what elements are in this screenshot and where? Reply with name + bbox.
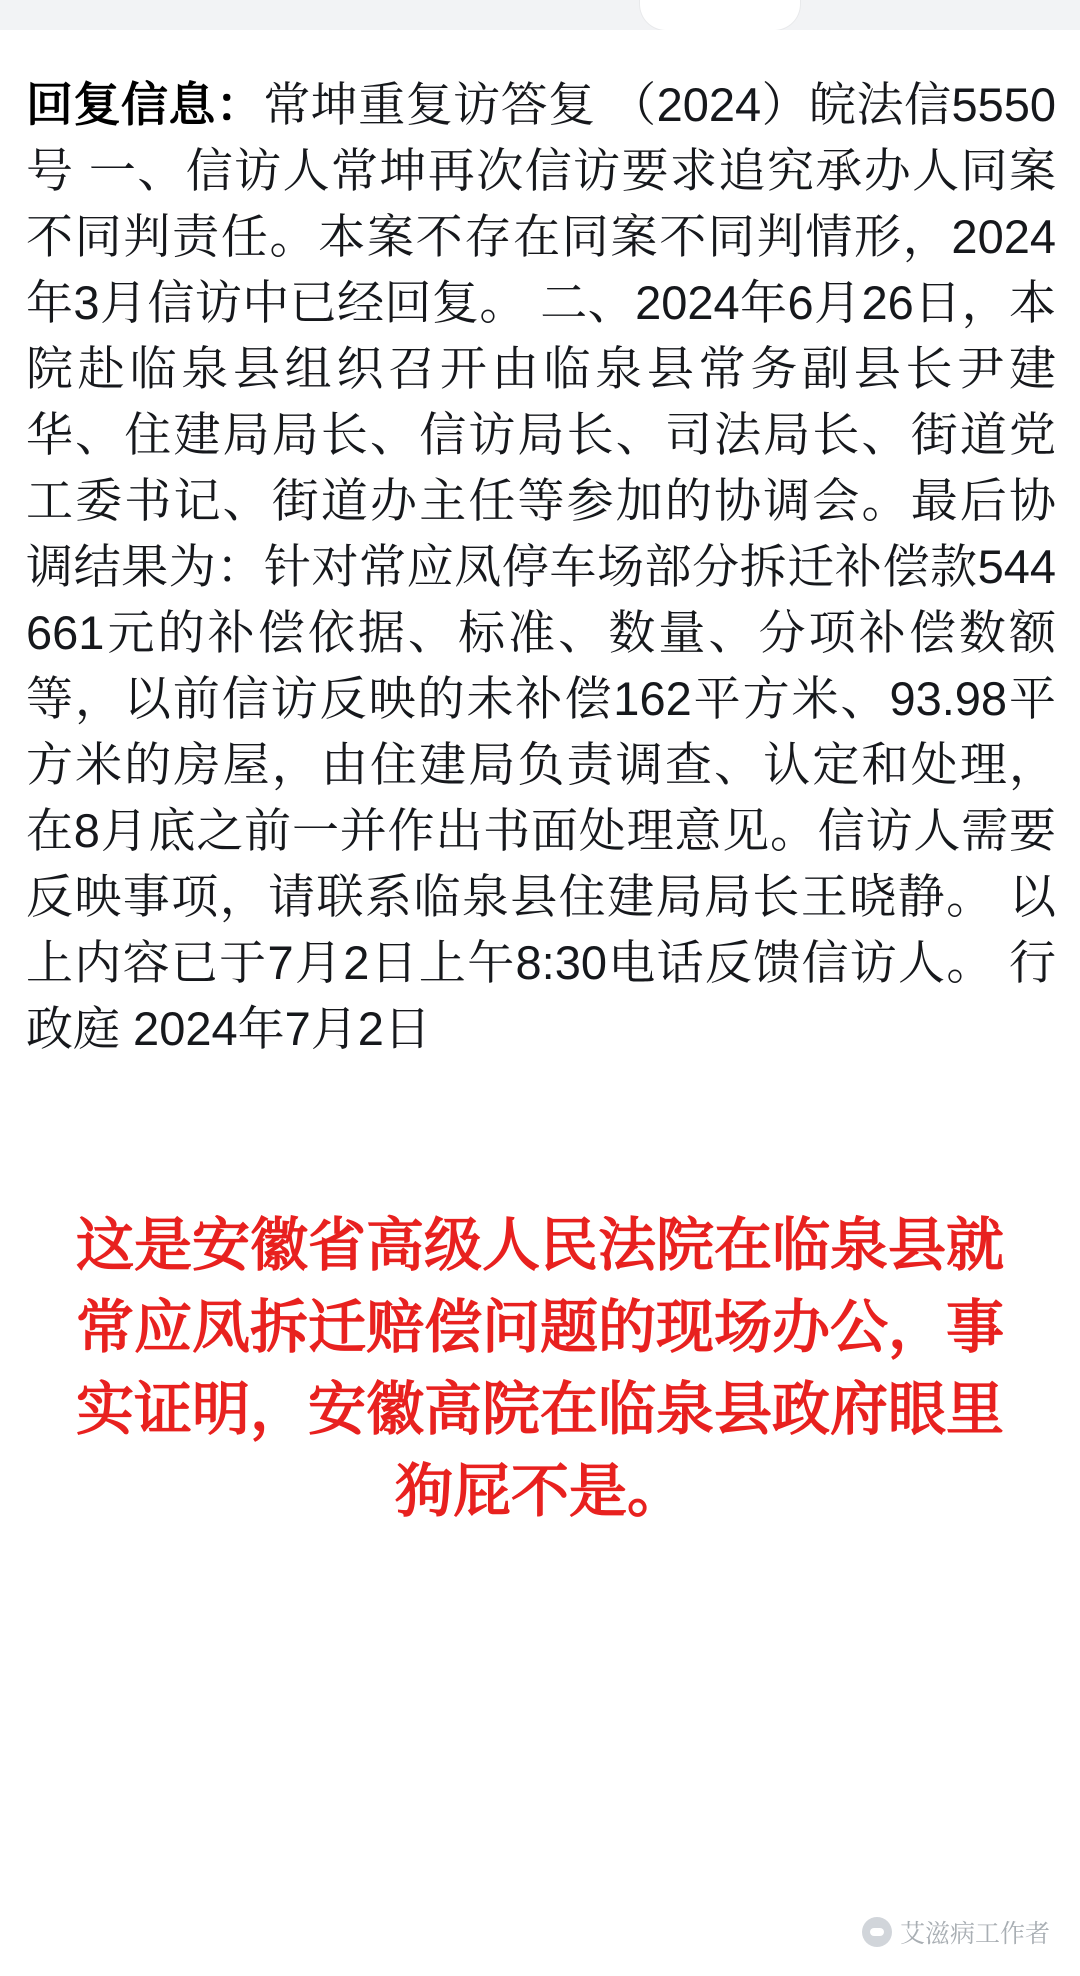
reply-paragraph bbox=[26, 72, 1056, 1062]
reply-label: 回复信息： bbox=[26, 78, 264, 131]
status-bar-background bbox=[0, 0, 1080, 30]
red-annotation-text: 这是安徽省高级人民法院在临泉县就常应凤拆迁赔偿问题的现场办公，事实证明，安徽高院在临泉县政府眼里狗屁不是。 bbox=[75, 1213, 1004, 1524]
document-sheet bbox=[0, 30, 1080, 1976]
card-top-notch bbox=[640, 0, 800, 30]
weibo-eye-icon bbox=[862, 1917, 892, 1947]
watermark bbox=[862, 1914, 1050, 1950]
watermark-label: 艾滋病工作者 bbox=[899, 1920, 1050, 1948]
reply-text: 常坤重复访答复 （2024）皖法信5550号 一、信访人常坤再次信访要求追究承办人同案不同判责任。本案不存在同案不同判情形，2024年3月信访中已经回复。 二、2024年6月26日，本院赴临泉县组织召开由临泉县常务副县长尹建华、住建局局长、信访局长、司法局长、街道党工委书记、街道办主任等参加的协调会。最后协调结果为：针对常应凤停车场部分拆迁补偿款544661元的补偿依据、标准、数量、分项补偿数额等，以前信访反映的未补偿162平方米、93.98平方米的房屋，由住建局负责调查、认定和处理，在8月底之前一并作出书面处理意见。信访人需要反映事项，请联系临泉县住建局局长王晓静。 以上内容已于7月2日上午8:30电话反馈信访人。 行政庭 2024年7月2日 bbox=[26, 78, 1057, 1055]
